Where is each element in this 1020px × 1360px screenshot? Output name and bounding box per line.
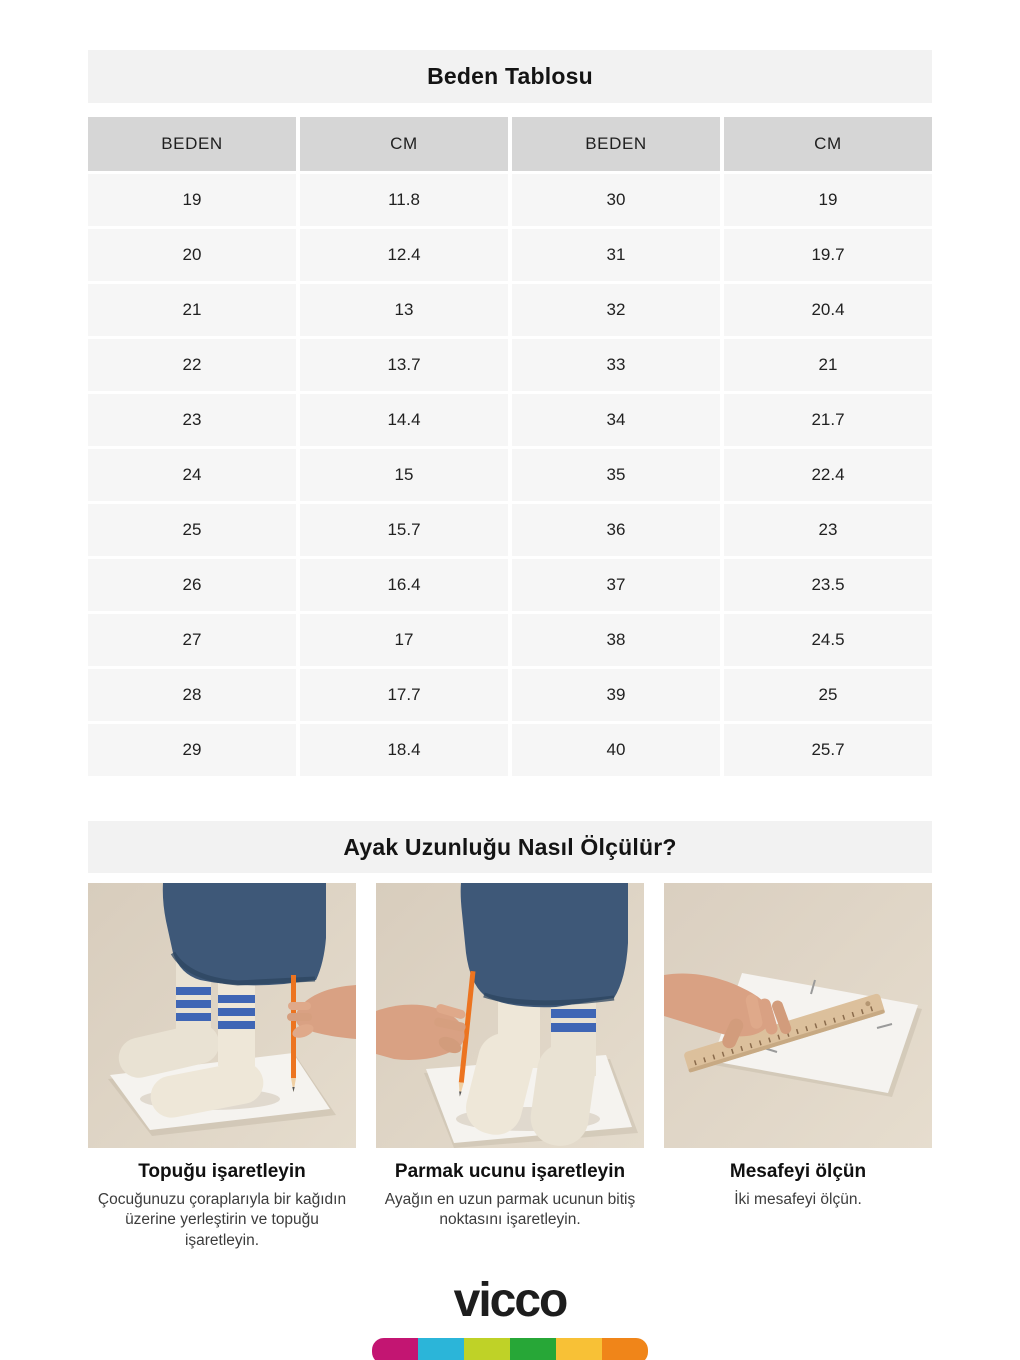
step-heading: Topuğu işaretleyin [138, 1161, 306, 1182]
size-table-cell: 39 [512, 669, 720, 721]
size-table-cell: 32 [512, 284, 720, 336]
size-table-cell: 28 [88, 669, 296, 721]
size-table-header-cell: BEDEN [512, 117, 720, 171]
size-table-cell: 24.5 [724, 614, 932, 666]
vicco-logo: vicco [453, 1274, 567, 1327]
size-table-cell: 22.4 [724, 449, 932, 501]
step-measure-distance [664, 883, 932, 1251]
size-table-cell: 35 [512, 449, 720, 501]
size-table-cell: 14.4 [300, 394, 508, 446]
size-table-cell: 27 [88, 614, 296, 666]
size-table-cell: 20 [88, 229, 296, 281]
size-table-cell: 23 [88, 394, 296, 446]
size-table-cell: 15.7 [300, 504, 508, 556]
brand-color-segment [372, 1338, 418, 1360]
mark-heel-photo [88, 883, 356, 1148]
step-mark-heel [88, 883, 356, 1251]
size-table-cell: 30 [512, 174, 720, 226]
size-table-cell: 19 [724, 174, 932, 226]
size-table-cell: 34 [512, 394, 720, 446]
brand-color-segment [556, 1338, 602, 1360]
size-table-cell: 31 [512, 229, 720, 281]
size-table-cell: 18.4 [300, 724, 508, 776]
size-table-cell: 25 [724, 669, 932, 721]
size-table-cell: 25 [88, 504, 296, 556]
step-mark-toe [376, 883, 644, 1251]
size-table-cell: 19.7 [724, 229, 932, 281]
step-body: İki mesafeyi ölçün. [734, 1191, 862, 1208]
measure-section-title: Ayak Uzunluğu Nasıl Ölçülür? [88, 821, 932, 873]
size-table-cell: 22 [88, 339, 296, 391]
step-body: Ayağın en uzun parmak ucunun bitiş noktasını işaretleyin. [384, 1191, 636, 1229]
brand-color-segment [464, 1338, 510, 1360]
brand-color-segment [418, 1338, 464, 1360]
size-table-cell: 13.7 [300, 339, 508, 391]
brand-color-segment [510, 1338, 556, 1360]
size-table [88, 117, 932, 776]
size-table-header-cell: CM [724, 117, 932, 171]
brand-color-segment [602, 1338, 648, 1360]
step-heading: Mesafeyi ölçün [729, 1161, 867, 1182]
size-table-cell: 37 [512, 559, 720, 611]
step-body: Çocuğunuzu çoraplarıyla bir kağıdın üzerine yerleştirin ve topuğu işaretleyin. [97, 1191, 347, 1249]
size-table-cell: 13 [300, 284, 508, 336]
size-table-cell: 33 [512, 339, 720, 391]
size-table-cell: 16.4 [300, 559, 508, 611]
brand-footer [0, 1276, 1020, 1360]
size-table-cell: 40 [512, 724, 720, 776]
size-table-cell: 21 [724, 339, 932, 391]
size-table-cell: 23 [724, 504, 932, 556]
size-table-cell: 25.7 [724, 724, 932, 776]
step-heading: Parmak ucunu işaretleyin [394, 1161, 626, 1182]
measure-steps [88, 883, 932, 1251]
size-table-title: Beden Tablosu [88, 50, 932, 103]
size-table-cell: 15 [300, 449, 508, 501]
size-table-cell: 26 [88, 559, 296, 611]
size-table-cell: 21.7 [724, 394, 932, 446]
size-table-cell: 24 [88, 449, 296, 501]
size-table-cell: 29 [88, 724, 296, 776]
size-table-header-cell: CM [300, 117, 508, 171]
size-table-cell: 11.8 [300, 174, 508, 226]
size-table-header-cell: BEDEN [88, 117, 296, 171]
size-table-cell: 17 [300, 614, 508, 666]
size-table-cell: 17.7 [300, 669, 508, 721]
size-table-cell: 23.5 [724, 559, 932, 611]
brand-color-bar [372, 1338, 648, 1360]
size-table-cell: 12.4 [300, 229, 508, 281]
size-table-cell: 38 [512, 614, 720, 666]
size-table-cell: 19 [88, 174, 296, 226]
size-table-cell: 36 [512, 504, 720, 556]
measure-distance-photo [664, 883, 932, 1148]
mark-toe-photo [376, 883, 644, 1148]
size-table-cell: 20.4 [724, 284, 932, 336]
size-table-cell: 21 [88, 284, 296, 336]
